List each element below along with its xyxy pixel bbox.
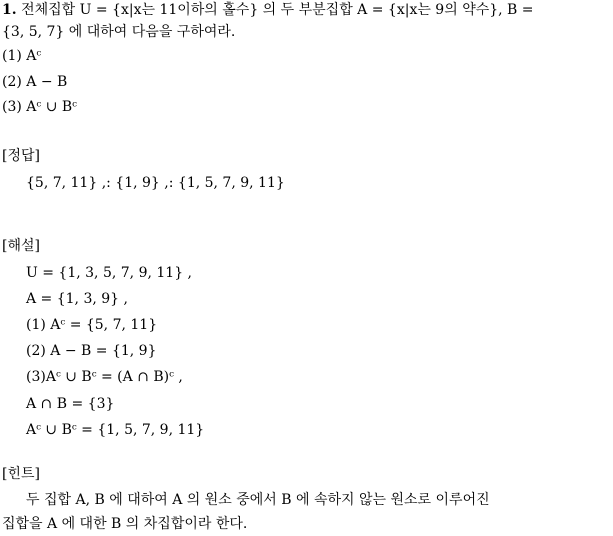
explanation-heading: [해설] [2, 238, 40, 254]
problem-statement-1: 전체집합 U = {x|x는 11이하의 홀수} 의 두 부분집합 A = {x|x는 9의 약수}, B = [21, 2, 534, 18]
problem-statement-2: {3, 5, 7} 에 대하여 다음을 구하여라. [2, 24, 236, 40]
problem-line-1 [2, 0, 534, 20]
problem-item-2: (2) A − B [2, 74, 68, 90]
answer-heading: [정답] [2, 148, 40, 164]
problem-item-3: (3) Aᶜ ∪ Bᶜ [2, 99, 78, 115]
hint-heading: [힌트] [2, 466, 40, 482]
hint-line-2: 집합을 A 에 대한 B 의 차집합이라 한다. [2, 516, 248, 532]
problem-item-1: (1) Aᶜ [2, 48, 42, 64]
explanation-line-2: A = {1, 3, 9} , [26, 291, 128, 307]
explanation-line-6: A ∩ B = {3} [26, 396, 115, 412]
explanation-line-7: Aᶜ ∪ Bᶜ = {1, 5, 7, 9, 11} [26, 422, 205, 438]
explanation-line-5: (3)Aᶜ ∪ Bᶜ = (A ∩ B)ᶜ , [26, 369, 183, 385]
problem-number: 1. [2, 2, 17, 18]
explanation-line-3: (1) Aᶜ = {5, 7, 11} [26, 317, 158, 333]
hint-line-1: 두 집합 A, B 에 대하여 A 의 원소 중에서 B 에 속하지 않는 원소로 이루어진 [26, 492, 490, 508]
explanation-line-4: (2) A − B = {1, 9} [26, 343, 157, 359]
answer-text: {5, 7, 11} ,: {1, 9} ,: {1, 5, 7, 9, 11} [26, 175, 285, 191]
explanation-line-1: U = {1, 3, 5, 7, 9, 11} , [26, 265, 192, 281]
